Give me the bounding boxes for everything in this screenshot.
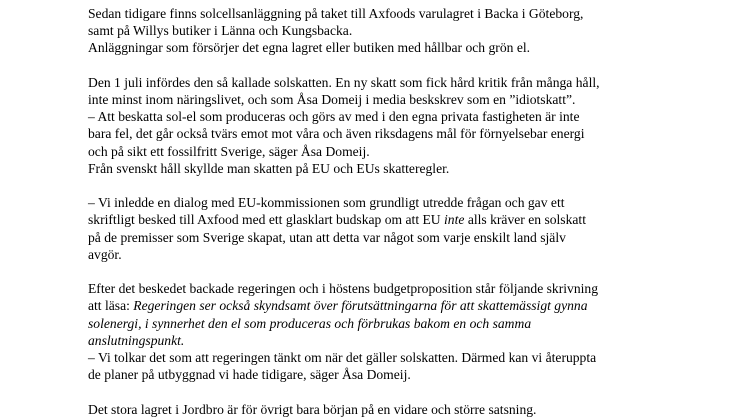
text-run: alls kräver en solskatt: [464, 212, 586, 228]
paragraph-budget-proposition: [88, 280, 740, 383]
text-run: skriftligt besked till Axfood med ett glasklart budskap om att EU: [88, 212, 445, 228]
text-line: [88, 332, 740, 349]
text-line: bara fel, det går också tvärs emot mot våra och även riksdagens mål för förnyelsebar energi: [88, 126, 585, 142]
text-line: Anläggningar som försörjer det egna lagret eller butiken med hållbar och grön el.: [88, 40, 531, 56]
paragraph-existing-installations: [88, 5, 740, 57]
emphasis-text: inte: [444, 212, 465, 228]
text-line: – Vi inledde en dialog med EU-kommissionen som grundligt utredde frågan och gav ett: [88, 195, 565, 211]
text-line: samt på Willys butiker i Länna och Kungsbacka.: [88, 23, 353, 39]
quoted-proposition-text: Regeringen ser också skyndsamt över förutsättningarna för att skattemässigt gynna: [133, 298, 588, 314]
document-body: [88, 5, 740, 418]
text-line: – Att beskatta sol-el som produceras och görs av med i den egna privata fastigheten är inte: [88, 109, 580, 125]
text-run: att läsa:: [88, 298, 134, 314]
text-line: [88, 211, 740, 228]
text-line: Sedan tidigare finns solcellsanläggning på taket till Axfoods varulagret i Backa i Göteborg,: [88, 6, 584, 21]
text-line: Den 1 juli infördes den så kallade solskatten. En ny skatt som fick hård kritik från många håll,: [88, 74, 600, 90]
paragraph-spacer: [88, 57, 740, 74]
text-line: Det stora lagret i Jordbro är för övrigt bara början på en vidare och större satsning.: [88, 401, 537, 417]
paragraph-jordbro: [88, 401, 740, 418]
paragraph-solar-tax: [88, 74, 740, 177]
text-line: Från svenskt håll skyllde man skatten på EU och EUs skatteregler.: [88, 160, 450, 176]
text-line: inte minst inom näringslivet, och som Åsa Domeij i media beskskrev som en ”idiotskatt”.: [88, 92, 576, 107]
text-line: Efter det beskedet backade regeringen och i höstens budgetproposition står följande skrivning: [88, 281, 598, 297]
text-line: [88, 297, 740, 314]
text-line: [88, 315, 740, 332]
text-line: – Vi tolkar det som att regeringen tänkt om när det gäller solskatten. Därmed kan vi återuppta: [88, 350, 597, 366]
quoted-proposition-text: solenergi, i synnerhet den el som produceras och förbrukas bakom en och samma: [88, 315, 532, 331]
text-line: på de premisser som Sverige skapat, utan att detta var något som varje enskilt land själv: [88, 229, 566, 245]
text-line: avgör.: [88, 246, 122, 262]
paragraph-spacer: [88, 177, 740, 194]
text-line: och på sikt ett fossilfritt Sverige, säger Åsa Domeij.: [88, 143, 370, 159]
quoted-proposition-text: anslutningspunkt.: [88, 332, 185, 348]
paragraph-eu-dialogue: [88, 194, 740, 263]
paragraph-spacer: [88, 263, 740, 280]
text-line: de planer på utbyggnad vi hade tidigare, säger Åsa Domeij.: [88, 367, 411, 383]
paragraph-spacer: [88, 383, 740, 400]
